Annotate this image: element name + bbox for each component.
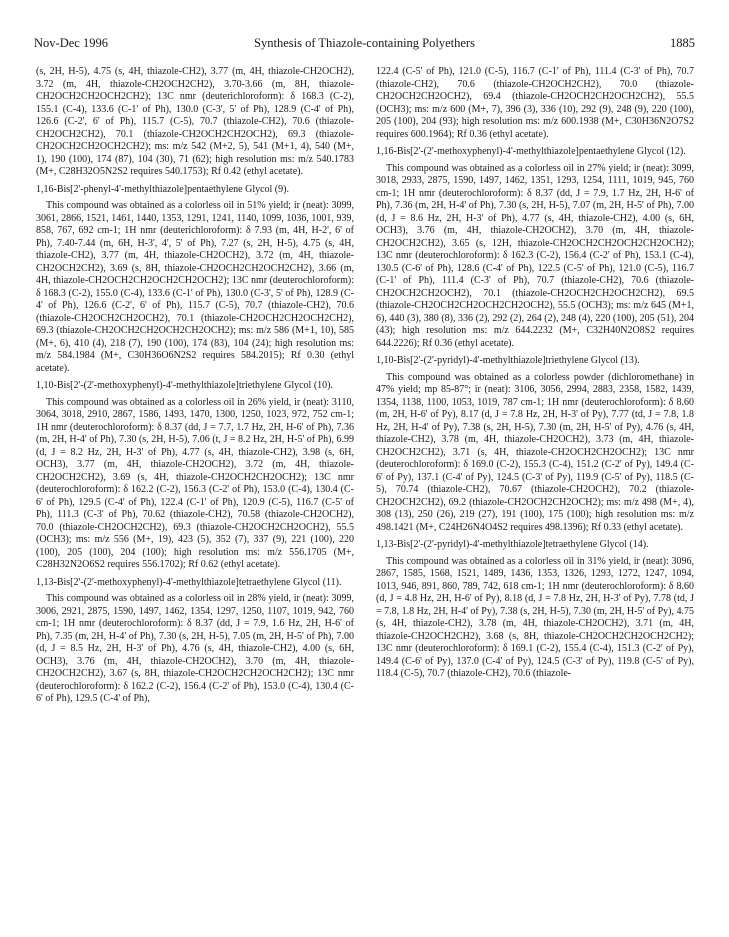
running-header <box>34 36 695 52</box>
compound-heading-12: 1,16-Bis[2'-(2'-methoxyphenyl)-4'-methylthiazole]pentaethylene Glycol (12). <box>376 146 686 157</box>
compound-description-9: This compound was obtained as a colorless oil in 51% yield; ir (neat): 3099, 3061, 2866, 1521, 1461, 1440, 1353, 1291, 1241, 1140, 1099, 1036, 1001, 939, 858, 767, 692 cm-1; 1H nmr (deuterichloroform): δ 7.93 (m, 4H, H-2', 6' of Ph), 7.40-7.44 (m, 6H, H-3', 4', 5' of Ph), 7.27 (s, 2H, H-5), 4.75 (s, 4H, thiazole-CH2), 3.77 (m, 4H, thiazole-CH2OCH2), 3.72 (m, 4H, thiazole-CH2OCH2CH2), 3.69 (s, 8H, thiazole-CH2OCH2CH2OCH2CH2), 3.66 (m, 4H, thiazole-CH2OCH2CH2OCH2CH2OCH2); 13C nmr (deuterochloroform): δ 168.3 (C-2), 155.0 (C-4), 133.6 (C-1' of Ph), 130.0 (C-3', 5' of Ph), 128.9 (C-4' of Ph), 126.6 (C-2', 6' of Ph), 115.7 (C-5), 70.7 (thiazole-CH2), 70.6 (thiazole-CH2OCH2CH2OCH2), 70.1 (thiazole-CH2OCH2CH2OCH2CH2), 69.3 (thiazole-CH2OCH2CH2OCH2CH2OCH2); ms: m/z 586 (M+1, 10), 585 (M+, 6), 410 (4), 218 (7), 190 (100), 174 (83), 104 (24); high resolution ms: m/z 584.1984 (M+, C30H36O6N2S2 requires 584.2015); Rf 0.30 (ethyl acetate). <box>36 200 354 374</box>
page-number: 1885 <box>670 36 695 50</box>
continued-paragraph: (s, 2H, H-5), 4.75 (s, 4H, thiazole-CH2), 3.77 (m, 4H, thiazole-CH2OCH2), 3.72 (m, 4H, thiazole-CH2OCH2CH2), 3.70-3.66 (m, 8H, thiazole-CH2OCH2CH2OCH2CH2); 13C nmr (deuterichloroform): δ 168.3 (C-2), 155.1 (C-4), 133.6 (C-1' of Ph), 130.0 (C-3', 5' of Ph), 128.9 (C-4' of Ph), 126.6 (C-2', 6' of Ph), 115.7 (C-5), 70.7 (thiazole-CH2), 70.6 (thiazole-CH2OCH2CH2), 70.1 (thiazole-CH2OCH2CH2OCH2), 69.3 (thiazole-CH2OCH2CH2OCH2CH2); ms: m/z 542 (M+2, 5), 541 (M+1, 4), 540 (M+, 1), 190 (100), 174 (87), 104 (30), 71 (62); high resolution ms: m/z 540.1783 (M+, C28H32O5N2S2 requires 540.1753); Rf 0.42 (ethyl acetate). <box>36 66 354 177</box>
compound-heading-9: 1,16-Bis[2'-phenyl-4'-methylthiazole]pentaethylene Glycol (9). <box>36 183 289 195</box>
compound-heading-10: 1,10-Bis[2'-(2'-methoxyphenyl)-4'-methylthiazole]triethylene Glycol (10). <box>36 380 333 391</box>
compound-description-13: This compound was obtained as a colorless powder (dichloromethane) in 47% yield; mp 85-87°; ir (neat): 3106, 3056, 2994, 2883, 2358, 1582, 1439, 1354, 1138, 1100, 1053, 1019, 787 cm-1; 1H nmr (deuterochloroform): δ 8.60 (m, 2H, H-6' of Py), 8.17 (d, J = 7.8 Hz, 2H, H-3' of Py), 7.77 (td, J = 7.8, 1.8 Hz, 2H, H-4' of Py), 7.38 (s, 2H, H-5), 7.30 (m, 2H, H-5' of Py), 4.76 (s, 4H, thiazole-CH2), 3.78 (m, 4H, thiazole-CH2OCH2), 3.73 (m, 4H, thiazole-CH2OCH2CH2), 3.71 (s, 4H, thiazole-CH2OCH2CH2OCH2); 13C nmr (deuterochloroform): δ 169.0 (C-2), 155.3 (C-4), 151.2 (C-2' of Py), 149.4 (C-6' of Py), 137.1 (C-4' of Py), 124.5 (C-3' of Py), 119.9 (C-5' of Py), 118.5 (C-5), 70.74 (thiazole-CH2), 70.67 (thiazole-CH2OCH2), 70.2 (thiazole-CH2OCH2CH2), 69.2 (thiazole-CH2OCH2CH2OCH2); ms: m/z 498 (M+, 4), 308 (13), 250 (26), 219 (27), 191 (100), 175 (100); high resolution ms: m/z 498.1421 (M+, C24H26N4O4S2 requires 498.1396); Rf 0.33 (ethyl acetate). <box>376 371 694 533</box>
left-column <box>36 66 354 932</box>
compound-description-10: This compound was obtained as a colorless oil in 26% yield, ir (neat): 3110, 3064, 3018, 2910, 2867, 1586, 1493, 1470, 1300, 1250, 1023, 972, 752 cm-1; 1H nmr (deuterochloroform): δ 8.37 (dd, J = 7.7, 1.7 Hz, 2H, H-6' of Ph), 7.36 (m, 2H, H-4' of Ph), 7.30 (s, 2H, H-5), 7.06 (t, J = 8.2 Hz, 2H, H-5' of Ph), 6.99 (d, J = 8.2 Hz, 2H, H-3' of Ph), 4.77 (s, 4H, thiazole-CH2), 3.98 (s, 6H, OCH3), 3.77 (m, 4H, thiazole-CH2OCH2), 3.72 (m, 4H, thiazole-CH2OCH2CH2), 3.69 (s, 4H, thiazole-CH2OCH2CH2OCH2); 13C nmr (deuterochloroform): δ 162.2 (C-2), 156.3 (C-2' of Ph), 153.0 (C-4), 130.4 (C-6' of Ph), 129.5 (C-4' of Ph), 122.4 (C-1' of Ph), 120.9 (C-5), 116.7 (C-5' of Ph), 111.3 (C-3' of Ph), 70.62 (thiazole-CH2), 70.58 (thiazole-CH2OCH2), 70.0 (thiazole-CH2OCH2CH2), 69.3 (thiazole-CH2OCH2CH2OCH2), 55.5 (OCH3); ms: m/z 556 (M+, 19), 423 (5), 352 (7), 337 (9), 221 (100), 220 (100), 205 (100), 204 (100); high resolution ms: m/z 556.1705 (M+, C28H32N2O6S2 requires 556.1702); Rf 0.62 (ethyl acetate). <box>36 396 354 570</box>
compound-heading-13: 1,10-Bis[2'-(2'-pyridyl)-4'-methylthiazole]triethylene Glycol (13). <box>376 355 640 366</box>
compound-description-12: This compound was obtained as a colorless oil in 27% yield; ir (neat): 3099, 3018, 2933, 2875, 1590, 1497, 1462, 1351, 1293, 1254, 1111, 1019, 945, 760 cm-1; 1H nmr (deuterochloroform): δ 8.37 (dd, J = 7.9, 1.7 Hz, 2H, H-6' of Ph), 7.36 (m, 2H, H-4' of Ph), 7.30 (s, 2H, H-5), 7.07 (m, 2H, H-5' of Ph), 7.00 (d, J = 8.6 Hz, 2H, H-3' of Ph), 4.77 (s, 4H, thiazole-CH2), 4.00 (s, 6H, OCH3), 3.76 (m, 4H, thiazole-CH2OCH2), 3.70 (m, 4H, thiazole-CH2OCH2CH2), 3.65 (s, 12H, thiazole-CH2OCH2CH2OCH2CH2OCH2); 13C nmr (deuterochloroform): δ 162.3 (C-2), 156.4 (C-2' of Ph), 153.1 (C-4), 130.5 (C-6' of Ph), 128.6 (C-4' of Ph), 122.5 (C-5' of Ph), 121.0 (C-5), 116.7 (C-1' of Ph), 111.4 (C-3' of Ph), 70.7 (thiazole-CH2), 70.6 (thiazole-CH2OCH2CH2OCH2), 70.1 (thiazole-CH2OCH2CH2OCH2CH2), 69.5 (thiazole-CH2OCH2CH2OCH2CH2OCH2), 55.5 (OCH3); ms: m/z 645 (M+1, 6), 440 (3), 380 (8), 336 (2), 292 (2), 264 (2), 248 (4), 220 (100), 205 (51), 204 (43); high resolution ms: m/z 644.2232 (M+, C32H40N2O8S2 requires 644.2226); Rf 0.36 (ethyl acetate). <box>376 162 694 349</box>
compound-heading-14: 1,13-Bis[2'-(2'-pyridyl)-4'-methylthiazole]tetraethylene Glycol (14). <box>376 539 649 550</box>
continued-paragraph: 122.4 (C-5' of Ph), 121.0 (C-5), 116.7 (C-1' of Ph), 111.4 (C-3' of Ph), 70.7 (thiazole-CH2), 70.6 (thiazole-CH2OCH2CH2), 70.0 (thiazole-CH2OCH2CH2OCH2), 69.4 (thiazole-CH2OCH2CH2OCH2CH2), 55.5 (OCH3); ms: m/z 600 (M+, 7), 396 (3), 336 (10), 292 (9), 248 (9), 220 (100), 205 (100), 204 (93); high resolution ms: m/z 600.1938 (M+, C30H36N2O7S2 requires 600.1964); Rf 0.36 (ethyl acetate). <box>376 66 694 140</box>
issue-date: Nov-Dec 1996 <box>34 36 108 50</box>
compound-description-14: This compound was obtained as a colorless oil in 31% yield, ir (neat): 3096, 2867, 1585, 1568, 1521, 1489, 1436, 1353, 1326, 1293, 1272, 1247, 1094, 1013, 946, 891, 860, 789, 742, 618 cm-1; 1H nmr (deuterochloroform): δ 8.60 (d, J = 4.8 Hz, 2H, H-6' of Py), 8.18 (d, J = 7.8 Hz, 2H, H-3' of Py), 7.78 (td, J = 7.8, 1.8 Hz, 2H, H-4' of Py), 7.38 (s, 2H, H-5), 7.30 (m, 2H, H-5' of Py), 4.75 (s, 4H, thiazole-CH2), 3.78 (m, 4H, thiazole-CH2OCH2), 3.71 (m, 4H, thiazole-CH2OCH2CH2), 3.68 (s, 8H, thiazole-CH2OCH2CH2OCH2CH2); 13C nmr (deuterochloroform): δ 169.1 (C-2), 155.4 (C-4), 151.3 (C-2' of Py), 149.4 (C-6' of Py), 137.0 (C-4' of Py), 124.5 (C-3' of Py), 119.8 (C-5' of Py), 118.4 (C-5), 70.7 (thiazole-CH2), 70.6 (thiazole- <box>376 555 694 679</box>
running-title: Synthesis of Thiazole-containing Polyethers <box>254 36 475 50</box>
right-column <box>376 66 694 932</box>
compound-heading-11: 1,13-Bis[2'-(2'-methoxyphenyl)-4'-methylthiazole]tetraethylene Glycol (11). <box>36 576 342 588</box>
compound-description-11: This compound was obtained as a colorless oil in 28% yield, ir (neat): 3099, 3006, 2921, 2875, 1590, 1497, 1462, 1354, 1297, 1250, 1107, 1019, 942, 760 cm-1; 1H nmr (deuterochloroform): δ 8.37 (dd, J = 7.9, 1.6 Hz, 2H, H-6' of Ph), 7.35 (m, 2H, H-4' of Ph), 7.30 (s, 2H, H-5), 7.05 (m, 2H, H-5' of Ph), 7.00 (d, J = 8.5 Hz, 2H, H-3' of Ph), 4.76 (s, 4H, thiazole-CH2), 4.00 (s, 6H, OCH3), 3.76 (m, 4H, thiazole-CH2OCH2), 3.70 (m, 4H, thiazole-CH2OCH2CH2), 3.67 (s, 8H, thiazole-CH2OCH2CH2OCH2CH2); 13C nmr (deuterochloroform): δ 162.2 (C-2), 156.4 (C-2' of Ph), 153.0 (C-4), 130.4 (C-6' of Ph), 129.5 (C-4' of Ph), <box>36 593 354 704</box>
